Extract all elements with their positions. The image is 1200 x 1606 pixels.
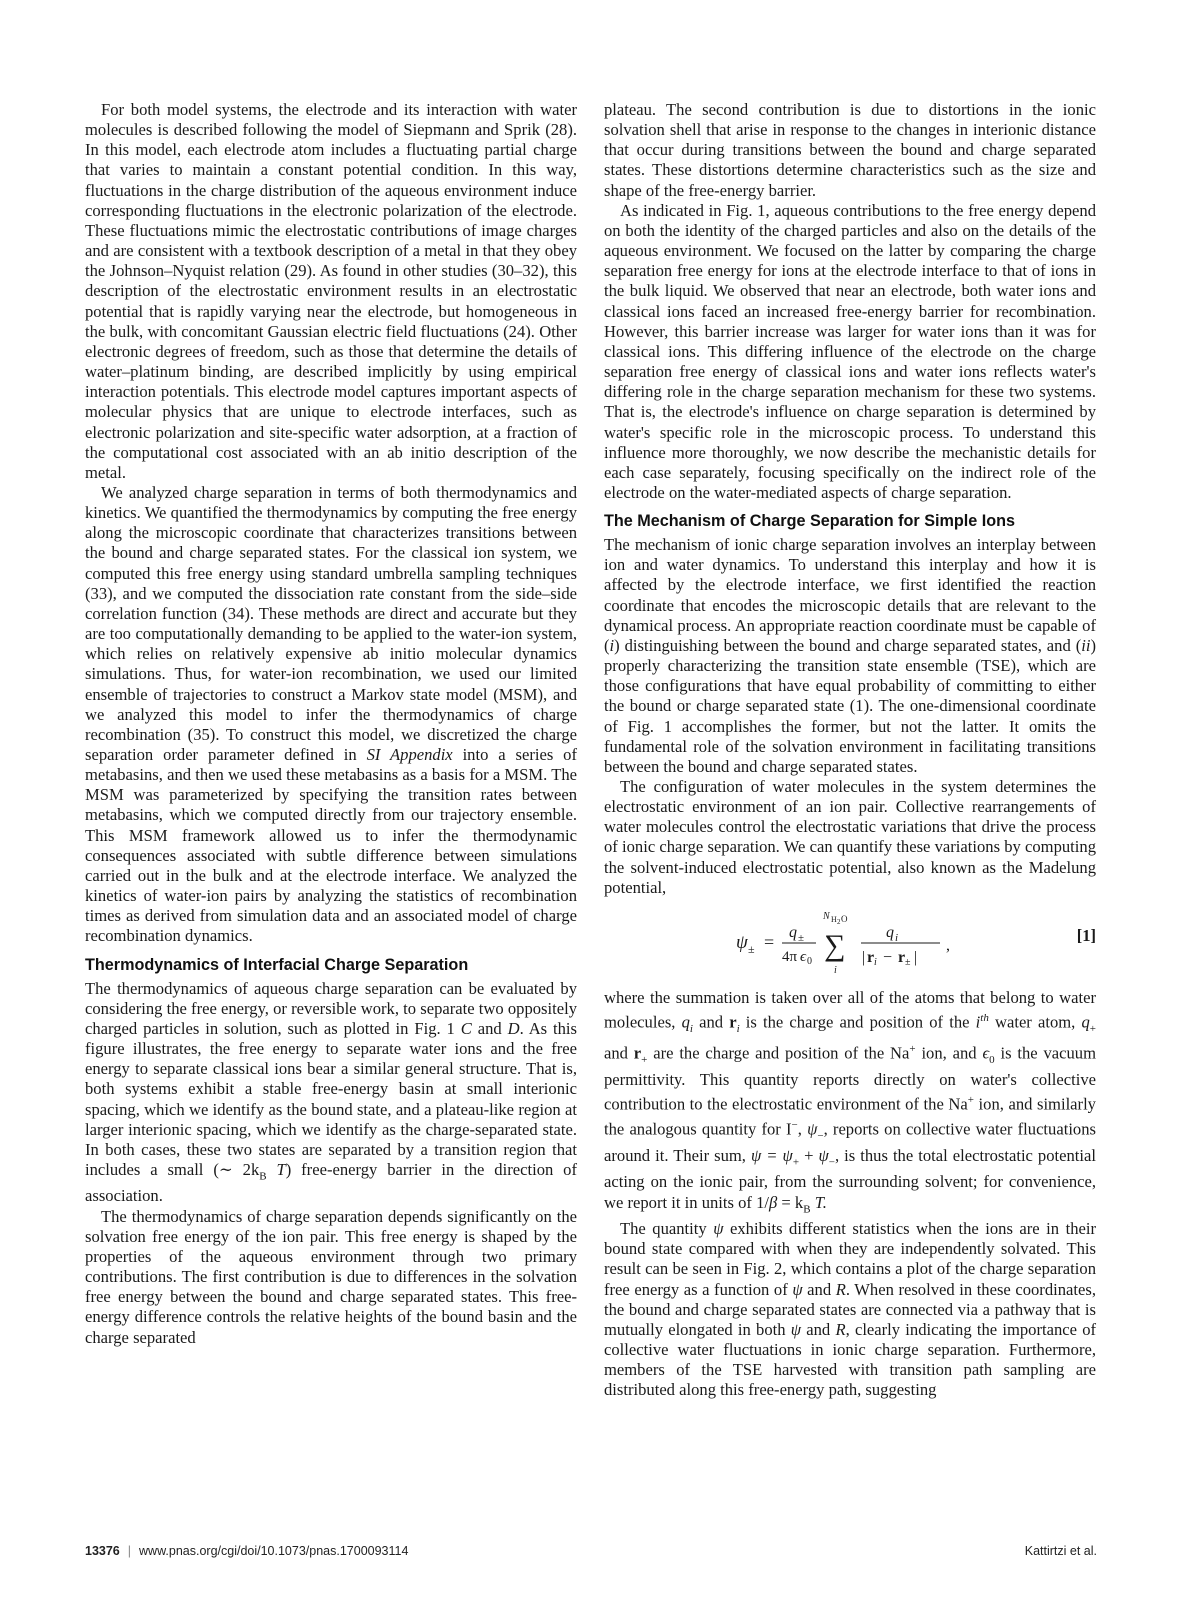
si-appendix-link[interactable]: SI Appendix: [366, 745, 453, 764]
svg-text:r: r: [867, 948, 875, 966]
svg-text:±: ±: [748, 941, 755, 956]
paragraph: The configuration of water molecules in the system determines the electrostatic environment of an ion pair. Collective rearrangements of water molecules control the electrostatic variations that drive the process of ionic charge separation. We can quantify these variations by computing the solvent-induced electrostatic potential, also known as the Madelung potential,: [604, 777, 1096, 897]
svg-text:2: 2: [837, 917, 841, 926]
svg-text:|: |: [914, 948, 918, 966]
svg-text:r: r: [898, 948, 906, 966]
paragraph: We analyzed charge separation in terms of both thermodynamics and kinetics. We quantified the thermodynamics by computing the free energy along the microscopic coordinate that characterizes transitions between the bound and charge separated states. For the classical ion system, we computed this free energy using standard umbrella sampling techniques (33), and we computed the dissociation rate constant from the side–side correlation function (34). These methods are direct and accurate but they are too computationally demanding to be applied to the water-ion system, which relies on relatively expensive ab initio molecular dynamics simulations. Thus, for water-ion recombination, we used our limited ensemble of trajectories to construct a Markov state model (MSM), and we analyzed this model to infer the thermodynamics of charge recombination (35). To construct this model, we discretized the charge separation order parameter defined in SI Appendix into a series of metabasins, and then we used these metabasins as a basis for a MSM. The MSM was parameterized by specifying the transition rates between metabasins, which we computed directly from our trajectory ensemble. This MSM framework allowed us to infer the thermodynamic consequences associated with subtle difference between simulations carried out in the bulk and at the electrode interface. We analyzed the kinetics of water-ion pairs by analyzing the statistics of recombination times as derived from simulation data and an associated model of charge recombination dynamics.: [85, 482, 577, 946]
svg-text:i: i: [834, 964, 837, 976]
paragraph: The thermodynamics of charge separation depends significantly on the solvation free energy of the ion pair. This free energy is shaped by the properties of the aqueous environment through two primary contributions. The first contribution is due to differences in the solvation free energy between the bound and charge separated states. This free-energy difference controls the relative heights of the bound basin and the charge separated: [85, 1206, 577, 1347]
section-heading: The Mechanism of Charge Separation for Simple Ions: [604, 512, 1016, 531]
page-number: 13376: [85, 1544, 120, 1558]
svg-text:H: H: [831, 914, 837, 924]
paragraph: For both model systems, the electrode and its interaction with water molecules is described following the model of Siepmann and Sprik (28). In this model, each electrode atom includes a fluctuating partial charge that varies to maintain a constant potential condition. In this way, fluctuations in the charge distribution of the aqueous environment induce corresponding fluctuations in the electronic polarization of the electrode. These fluctuations mimic the electrostatic contributions of image charges and are consistent with a textbook description of a metal in that they obey the Johnson–Nyquist relation (29). As found in other studies (30–32), this description of the electrostatic environment results in an electrostatic potential that is rapidly varying near the electrode, but homogeneous in the bulk, with concomitant Gaussian electric field fluctuations (24). Other electronic degrees of freedom, such as those that determine the details of water–platinum binding, are described implicitly by using empirical interaction potentials. This electrode model captures important aspects of molecular physics that are unique to electrode interfaces, such as electronic polarization and site-specific water adsorption, at a fraction of the computational cost associated with an ab initio description of the metal.: [85, 100, 577, 482]
svg-text:4π: 4π: [782, 948, 798, 965]
svg-text:q: q: [789, 923, 797, 941]
section-heading: Thermodynamics of Interfacial Charge Separation: [85, 955, 469, 974]
svg-text:±: ±: [798, 931, 805, 944]
paragraph: where the summation is taken over all of the atoms that belong to water molecules, $q_i$ and $r_i$ is the charge and position of the $i^{th}$ water atom, $q_+$ and $r_+$ are the charge and position of the Na+ ion, and $\epsilon_0$ is the vacuum permittivity. This quantity reports directly on water's collective contribution to the electrostatic environment of the Na+ ion, and similarly the analogous quantity for I−, $\psi_-$, reports on collective water fluctuations around it. Their sum, $\psi = \psi_+ + \psi_-$, is thus the total electrostatic potential acting on the ionic pair, from the surrounding solvent; for convenience, we report it in units of $1/\beta = k_B$ T.: [604, 987, 1096, 1215]
paragraph: The thermodynamics of aqueous charge separation can be evaluated by considering the free energy, or reversible work, to separate two oppositely charged particles in solution, such as plotted in Fig. 1 C and D. As this figure illustrates, the free energy to separate water ions and the free energy to separate classical ions bear a similar general structure. That is, both systems exhibit a stable free-energy basin at small interionic spacing, which we identify as the bound state, and a plateau-like region at larger interionic spacing, which we identify as the charge-separated state. In both cases, these two states are separated by a transition region that includes a small (∼ $2k_B$ T) free-energy barrier in the direction of association.: [85, 978, 578, 1206]
footer-separator: |: [127, 1544, 132, 1558]
equation-number: [1]: [1076, 925, 1096, 945]
paragraph: As indicated in Fig. 1, aqueous contributions to the free energy depend on both the identity of the charged particles and also on the details of the aqueous environment. We focused on the latter by comparing the charge separation free energy for ions at the electrode interface to that of ions in the bulk liquid. We observed that near an electrode, both water ions and classical ions faced an increased free-energy barrier for recombination. However, this barrier increase was larger for water ions than it was for classical ions. This differing influence of the electrode on the charge separation free energy of classical ions and water ions reflects water's differing role in the charge separation mechanism for these two systems. That is, the electrode's influence on charge separation is determined by water's specific role in the microscopic process. To understand this influence more thoroughly, we now describe the mechanistic details for each case separately, focusing specifically on the indirect role of the electrode on the water-mediated aspects of charge separation.: [604, 200, 1096, 502]
paragraph: The quantity ψ exhibits different statistics when the ions are in their bound state compared with when they are independently solvated. This result can be seen in Fig. 2, which contains a plot of the charge separation free energy as a function of ψ and R. When resolved in these coordinates, the bound and charge separated states are connected via a pathway that is mutually elongated in both ψ and R, clearly indicating the importance of collective water fluctuations in ionic charge separation. Furthermore, members of the TSE harvested with transition path sampling are distributed along this free-energy path, suggesting: [604, 1219, 1097, 1400]
footer-authors: Kattirtzi et al.: [1024, 1544, 1097, 1558]
madelung-equation: [736, 908, 986, 980]
paragraph: The mechanism of ionic charge separation involves an interplay between ion and water dynamics. To understand this interplay and how it is affected by the electrode interface, we first identified the reaction coordinate that encodes the microscopic details that are relevant to the dynamical process. An appropriate reaction coordinate must be capable of (i) distinguishing between the bound and charge separated states, and (ii) properly characterizing the transition state ensemble (TSE), which are those configurations that have equal probability of committing to either the bound or charge separated state (1). The one-dimensional coordinate of Fig. 1 accomplishes the former, but not the latter. It omits the fundamental role of the solvation environment in facilitating transitions between the bound and charge separated states.: [604, 535, 1096, 776]
doi-link[interactable]: www.pnas.org/cgi/doi/10.1073/pnas.1700093114: [139, 1544, 409, 1558]
right-column: [604, 100, 1096, 1400]
svg-text:±: ±: [905, 956, 911, 968]
svg-text:O: O: [841, 913, 848, 924]
svg-text:,: ,: [946, 936, 950, 954]
svg-text:|: |: [862, 948, 866, 966]
page-footer: [85, 1544, 1097, 1564]
svg-text:=: =: [764, 931, 775, 952]
svg-text:i: i: [874, 956, 877, 968]
left-column: [85, 100, 577, 1348]
svg-text:q: q: [886, 923, 894, 941]
svg-text:−: −: [883, 948, 893, 966]
equation-block: [604, 904, 1096, 982]
svg-text:i: i: [895, 931, 899, 944]
svg-text:ϵ: ϵ: [800, 948, 807, 965]
paragraph: plateau. The second contribution is due to distortions in the ionic solvation shell that arise in response to the changes in interionic distance that occur during transitions between the bound and charge separated states. These distortions determine characteristics such as the size and shape of the free-energy barrier.: [604, 100, 1096, 200]
svg-text:∑: ∑: [824, 928, 846, 962]
svg-text:0: 0: [807, 955, 812, 967]
svg-text:N: N: [823, 910, 830, 922]
svg-text:ψ: ψ: [736, 931, 748, 953]
